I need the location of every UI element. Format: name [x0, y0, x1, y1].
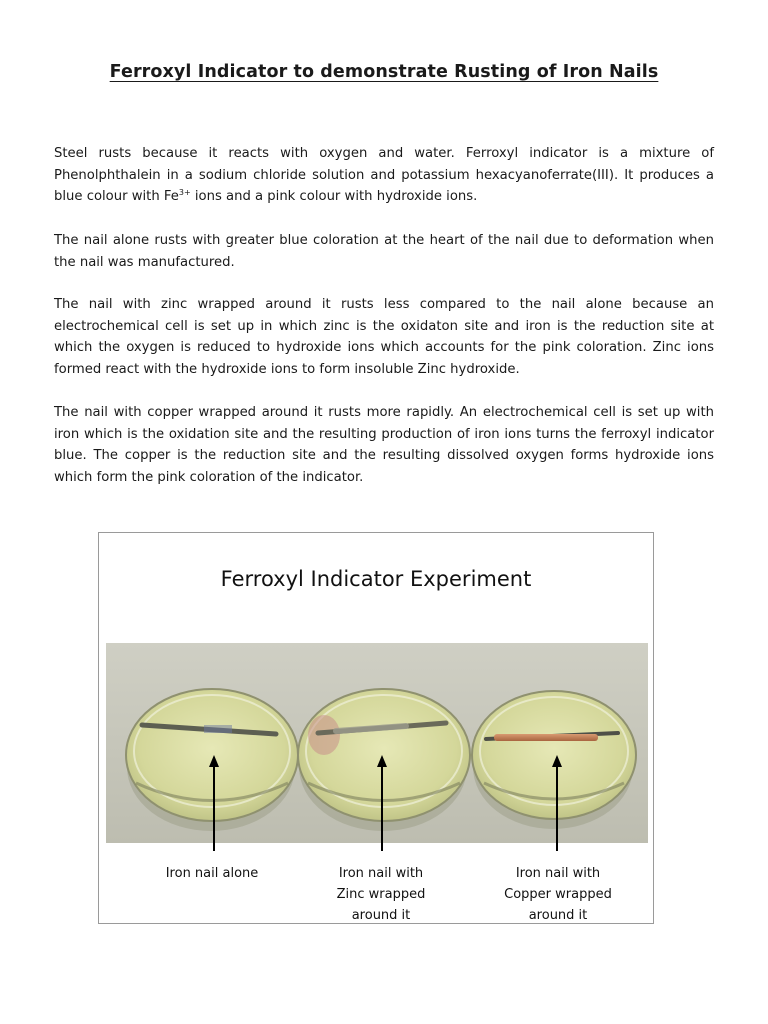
petri-dish-copper-wrapped	[472, 691, 636, 829]
page-title: Ferroxyl Indicator to demonstrate Rusting of Iron Nails	[109, 62, 659, 82]
copper-wrap	[494, 734, 598, 741]
caption-copper-wrapped: Iron nail with Copper wrapped around it	[504, 866, 612, 923]
paragraph-intro-text-end: ions and a pink colour with hydroxide ions.	[190, 189, 478, 204]
blue-zone	[204, 725, 232, 733]
experiment-figure	[98, 532, 654, 924]
figure-title: Ferroxyl Indicator Experiment	[220, 567, 532, 591]
paragraph-copper-nail: The nail with copper wrapped around it rusts more rapidly. An electrochemical cell is set up with iron which is the oxidation site and the resulting production of iron ions turns the ferroxyl indicator blue. The copper is the reduction site and the resulting dissolved oxygen forms hydroxide ions which form the pink coloration of the indicator.	[54, 405, 714, 485]
experiment-photo	[106, 643, 648, 843]
caption-zinc-wrapped: Iron nail with Zinc wrapped around it	[336, 866, 426, 923]
paragraph-intro	[54, 143, 714, 208]
paragraph-nail-alone: The nail alone rusts with greater blue coloration at the heart of the nail due to deformation when the nail was manufactured.	[54, 233, 714, 270]
superscript-charge: 3+	[178, 188, 191, 197]
paragraph-intro-text: Steel rusts because it reacts with oxygen and water. Ferroxyl indicator is a mixture of Phenolphthalein in a sodium chloride solution and potassium hexacyanoferrate(III). It produces a blue colour with Fe	[54, 146, 714, 204]
caption-iron-nail-alone: Iron nail alone	[165, 866, 259, 881]
arrow-stems	[106, 843, 648, 863]
paragraph-zinc-nail: The nail with zinc wrapped around it rusts less compared to the nail alone because an electrochemical cell is set up in which zinc is the oxidaton site and iron is the reduction site at which the oxygen is reduced to hydroxide ions which accounts for the pink coloration. Zinc ions formed react with the hydroxide ions to form insoluble Zinc hydroxide.	[54, 297, 714, 377]
